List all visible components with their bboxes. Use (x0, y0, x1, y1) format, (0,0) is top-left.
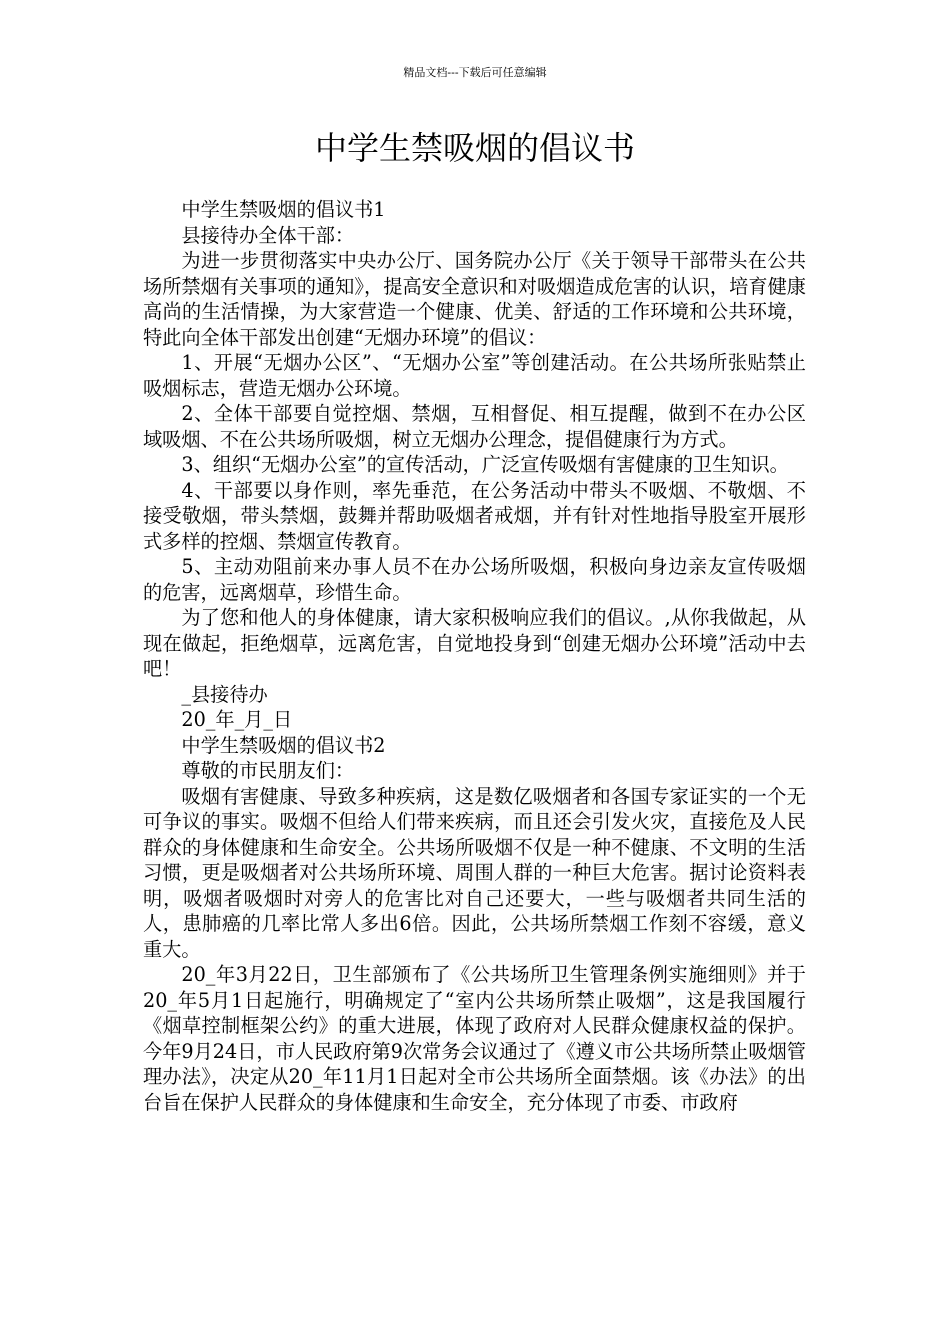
list-item-1: 1、开展“无烟办公区”、“无烟办公室”等创建活动。在公共场所张贴禁止吸烟标志，营造无烟办公环境。 (143, 351, 806, 400)
list-item-3: 3、组织“无烟办公室”的宣传活动，广泛宣传吸烟有害健康的卫生知识。 (181, 453, 789, 476)
signature: _县接待办 (181, 682, 268, 706)
list-item-2: 2、全体干部要自觉控烟、禁烟，互相督促、相互提醒，做到不在办公区域吸烟、不在公共场所吸烟，树立无烟办公理念，提倡健康行为方式。 (143, 402, 806, 451)
closing-paragraph: 为了您和他人的身体健康，请大家积极响应我们的倡议。,从你我做起，从现在做起，拒绝烟草，远离危害，自觉地投身到“创建无烟办公环境”活动中去吧！ (143, 606, 806, 680)
header-note: 精品文档---下载后可任意编辑 (403, 66, 547, 79)
body-paragraph: 20_年3月22日，卫生部颁布了《公共场所卫生管理条例实施细则》并于20_年5月1日起施行，明确规定了“室内公共场所禁止吸烟”，这是我国履行《烟草控制框架公约》的重大进展，体现了政府对人民群众健康权益的保护。今年9月24日，市人民政府第9次常务会议通过了《遵义市公共场所禁止吸烟管理办法》，决定从20_年11月1日起对全市公共场所全面禁烟。该《办法》的出台旨在保护人民群众的身体健康和生命安全，充分体现了市委、市政府 (143, 963, 806, 1114)
body-paragraph: 吸烟有害健康、导致多种疾病，这是数亿吸烟者和各国专家证实的一个无可争议的事实。吸烟不但给人们带来疾病，而且还会引发火灾，直接危及人民群众的身体健康和生命安全。公共场所吸烟不仅是一种不健康、不文明的生活习惯，更是吸烟者对公共场所环境、周围人群的一种巨大危害。据讨论资料表明，吸烟者吸烟时对旁人的危害比对自己还要大，一些与吸烟者共同生活的人，患肺癌的几率比常人多出6倍。因此，公共场所禁烟工作刻不容缓，意义重大。 (143, 784, 806, 961)
body-paragraph: 为进一步贯彻落实中央办公厅、国务院办公厅《关于领导干部带头在公共场所禁烟有关事项的通知》，提高安全意识和对吸烟造成危害的认识，培育健康高尚的生活情操，为大家营造一个健康、优美、舒适的工作环境和公共环境，特此向全体干部发出创建“无烟办环境”的倡议： (143, 249, 806, 349)
document-title: 中学生禁吸烟的倡议书 (314, 129, 635, 167)
document-body (143, 197, 806, 1115)
section-heading-2: 中学生禁吸烟的倡议书2 (181, 733, 386, 757)
salutation-2: 尊敬的市民朋友们： (181, 759, 355, 782)
list-item-4: 4、干部要以身作则，率先垂范，在公务活动中带头不吸烟、不敬烟、不接受敬烟，带头禁烟，鼓舞并帮助吸烟者戒烟，并有针对性地指导股室开展形式多样的控烟、禁烟宣传教育。 (143, 478, 806, 553)
date-line: 20_年_月_日 (181, 708, 293, 731)
list-item-5: 5、主动劝阻前来办事人员不在办公场所吸烟，积极向身边亲友宣传吸烟的危害，远离烟草，珍惜生命。 (143, 555, 806, 604)
section-heading-1: 中学生禁吸烟的倡议书1 (181, 198, 386, 221)
salutation-1: 县接待办全体干部： (181, 223, 355, 247)
